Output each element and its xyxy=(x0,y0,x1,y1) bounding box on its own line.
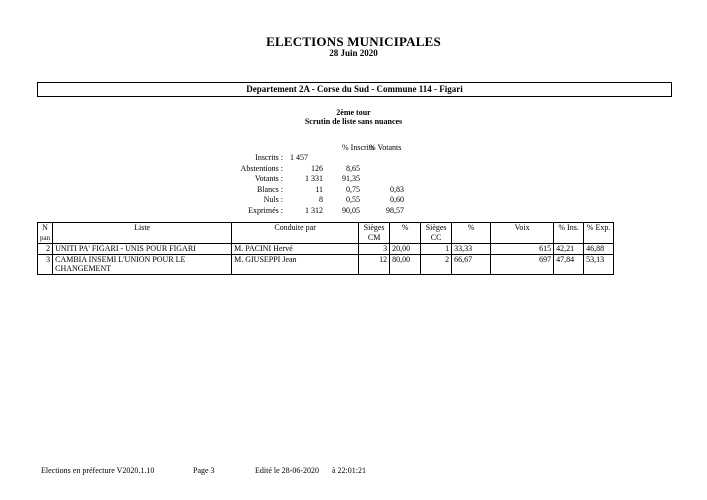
summary-col-votants: % Votants xyxy=(369,143,402,152)
cell-pct-cc: 66,67 xyxy=(452,254,491,274)
summary-pct-inscrits: 90,05 xyxy=(342,205,360,215)
footer-time: à 22:01:21 xyxy=(332,466,366,475)
header-pct-ins: % Ins. xyxy=(554,223,584,244)
summary-label: Exprimés : xyxy=(248,205,283,215)
cell-sieges-cc: 1 xyxy=(421,244,452,255)
summary-label: Blancs : xyxy=(257,184,283,194)
summary-value: 1 312 xyxy=(305,205,323,215)
header-pct-cm: % xyxy=(390,223,421,244)
cell-sieges-cm: 12 xyxy=(359,254,390,274)
header-liste: Liste xyxy=(53,223,232,244)
header-sieges-cc: Sièges CC xyxy=(421,223,452,244)
cell-pct-cc: 33,33 xyxy=(452,244,491,255)
cell-pct-ins: 47,84 xyxy=(554,254,584,274)
header-pct-cc: % xyxy=(452,223,491,244)
cell-pct-ins: 42,21 xyxy=(554,244,584,255)
department-banner: Departement 2A - Corse du Sud - Commune 114 - Figari xyxy=(37,82,672,97)
header-pct-exp: % Exp. xyxy=(584,223,614,244)
summary-pct-inscrits: 0,75 xyxy=(346,184,360,194)
ballot-type-label: Scrutin de liste sans nuances xyxy=(304,117,403,126)
summary-value: 126 xyxy=(311,163,323,173)
cell-sieges-cc: 2 xyxy=(421,254,452,274)
cell-liste: UNITI PA' FIGARI - UNIS POUR FIGARI xyxy=(53,244,232,255)
cell-conduite: M. GIUSEPPI Jean xyxy=(232,254,359,274)
round-label: 2ème tour xyxy=(336,108,371,117)
summary-label: Inscrits : xyxy=(255,153,283,162)
table-header-row xyxy=(38,223,614,244)
summary-label: Abstentions : xyxy=(240,163,283,173)
footer-edited: Edité le 28-06-2020 xyxy=(255,466,319,475)
cell-pct-exp: 46,88 xyxy=(584,244,614,255)
cell-conduite: M. PACINI Hervé xyxy=(232,244,359,255)
summary-label: Nuls : xyxy=(263,195,283,204)
table-row xyxy=(38,254,614,274)
table-row xyxy=(38,244,614,255)
cell-n: 2 xyxy=(38,244,53,255)
summary-pct-inscrits: 8,65 xyxy=(346,163,360,173)
election-date: 28 Juin 2020 xyxy=(329,48,378,58)
cell-voix: 697 xyxy=(491,254,554,274)
cell-liste: CAMBIA INSEMI L'UNION POUR LE CHANGEMENT xyxy=(53,254,232,274)
summary-value: 1 331 xyxy=(305,174,323,183)
summary-value: 8 xyxy=(319,195,323,204)
summary-pct-inscrits: 0,55 xyxy=(346,195,360,204)
cell-n: 3 xyxy=(38,254,53,274)
footer-software: Elections en préfecture V2020.1.10 xyxy=(41,466,155,475)
summary-pct-votants: 0,83 xyxy=(390,184,404,194)
summary-value: 1 457 xyxy=(290,153,308,162)
cell-pct-cm: 80,00 xyxy=(390,254,421,274)
summary-pct-votants: 98,57 xyxy=(386,205,404,215)
summary-pct-inscrits: 91,35 xyxy=(342,174,360,183)
header-conduite: Conduite par xyxy=(232,223,359,244)
header-voix: Voix xyxy=(491,223,554,244)
footer-page: Page 3 xyxy=(193,466,215,475)
cell-pct-exp: 53,13 xyxy=(584,254,614,274)
header-n: N pan xyxy=(38,223,53,244)
cell-sieges-cm: 3 xyxy=(359,244,390,255)
cell-voix: 615 xyxy=(491,244,554,255)
summary-label: Votants : xyxy=(254,174,283,183)
summary-value: 11 xyxy=(315,184,323,194)
page-title: ELECTIONS MUNICIPALES xyxy=(266,34,441,49)
results-table xyxy=(37,222,614,275)
header-sieges-cm: Sièges CM xyxy=(359,223,390,244)
summary-pct-votants: 0,60 xyxy=(390,195,404,204)
summary-col-inscrits: % Inscrits xyxy=(342,143,375,152)
cell-pct-cm: 20,00 xyxy=(390,244,421,255)
